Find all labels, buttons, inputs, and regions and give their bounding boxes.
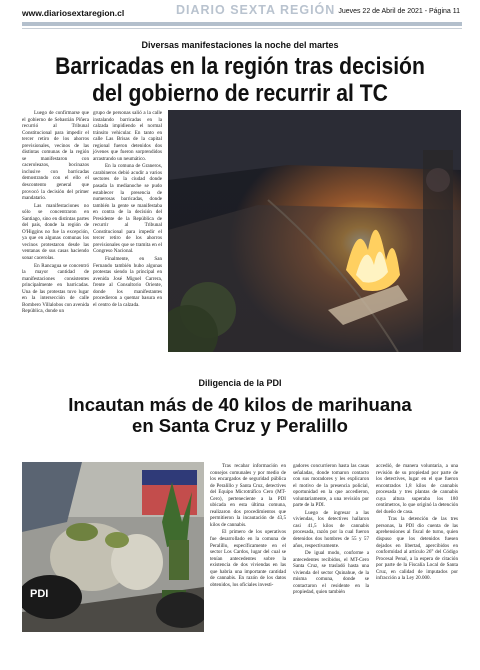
headline-line: en Santa Cruz y Peralillo [132,415,348,436]
newspaper-brand: DIARIO SEXTA REGIÓN [176,3,336,17]
masthead-rule [22,22,462,26]
article1-column-1 [22,110,89,316]
article2-column-2 [293,463,369,597]
article2-column-3 [376,463,458,583]
masthead-rule-thin [22,28,462,29]
seizure-illustration [22,462,204,632]
paragraph: accedió, de manera voluntaria, a una revisión de su propiedad por parte de los detectives, lugar en el que fueron encontrados 1,8 kilos de cannabis procesada y tres plantas de cannabis cuya altura superaba los 180 centímetros, lo que originó la detención del dueño de casa. [376,463,458,515]
paragraph: Tras la detención de las tres personas, la PDI dio cuenta de las aprehensiones al fiscal de turno, quien dispuso que los detenidos fuesen dejados en libertad, apercibidos en conformidad al artículo 26° del Código Procesal Penal, a la espera de citación por parte de la Fiscalía Local de Santa Cruz, en calidad de imputados por infracción a la Ley 20.000. [376,516,458,582]
headline-line: Barricadas en la región tras decisión [55,53,425,80]
paragraph: De igual modo, conforme a antecedentes recibidos, el MT-Cero Santa Cruz, se trasladó hasta una vivienda del sector Quinahue, de la misma comuna, donde se contactaron el residente en la propiedad, quien también [293,550,369,596]
paragraph: Las manifestaciones no sólo se concentraron en Santiago, sino en distintas partes del país, donde la región de O'Higgins no fue la excepción, ya que en algunas comunas los vecinos protestaron desde las ventanas de sus casas haciendo sonar cacerolas. [22,202,89,262]
article1-kicker: Diversas manifestaciones la noche del martes [141,40,339,50]
barricade-fire-illustration [168,110,461,352]
headline-line: Incautan más de 40 kilos de marihuana [68,394,412,415]
paragraph: grupo de personas salió a la calle instalando barricadas en la calzada impidiendo el normal tránsito vehicular. En tanto en calle Las Brisas de la capital regional fueron detenidos dos jóvenes que fueron sorprendidos arrastrando un neumático. [93,110,162,162]
paragraph: El primero de los operativos fue desarrollado en la comuna de Peralillo, específicamente en el sector Los Cardos, lugar del cual se tenían antecedentes sobre la existencia de dos viviendas en las que habría una importante cantidad de cannabis. En razón de los datos obtenidos, los oficiales investi- [210,529,286,588]
site-url[interactable]: www.diariosextaregion.cl [22,8,125,18]
paragraph: Luego de ingresar a las viviendas, los detectives hallaron casi 41,5 kilos de cannabis procesada, razón por la cual fueron detenidos dos hombres de 55 y 57 años, respectivamente. [293,509,369,549]
paragraph: Tras recabar información en consejos comunales y por medio de los encargados de seguridad pública de Peralillo y Santa Cruz, detectives del Equipo Microtráfico Cero (MT-Cero), perteneciente a la PDI ubicada en esta última comuna, realizaron dos procedimientos que permitieron la incautación de 43,5 kilos de cannabis. [210,463,286,528]
pdi-vest-text: PDI [30,588,49,600]
article1-column-2 [93,110,162,309]
masthead [0,0,480,30]
paragraph: gadores concurrieron hasta las casas señaladas, donde tomaron contacto con sus moradores y les explicaron el motivo de la presencia policial, oportunidad en la que accedieron, voluntariamente, a una revisión por parte de la PDI. [293,463,369,509]
paragraph: En Rancagua se concentró la mayor cantidad de manifestaciones consistentes principalmente en barricadas. Una de las protestas tuvo lugar en la intersección de calle Bombero Villalobos con avenida República, donde un [22,262,89,315]
paragraph: Finalmente, en San Fernando también hubo algunas protestas siendo la principal en avenida José Miguel Carrera, frente al Consultorio Oriente, donde los manifestantes procedieron a quemar basura en el centro de la calzada. [93,256,162,308]
article2-headline [20,394,460,436]
headline-line: del gobierno de recurrir al TC [92,80,388,107]
article2-column-1 [210,463,286,589]
paragraph: Luego de confirmarse que el gobierno de Sebastián Piñera recurrió al Tribunal Constitucional para impedir el tercer retiro de los ahorros previsionales, vecinos de las distintas comunas de la región se manifestaron con caceroleazos, bocinazos inclusive con barricadas demostrando con el ello el descontento general que provocó la decisión del primer mandatario. [22,110,89,202]
barricade-fire-photo [168,110,461,352]
article1-headline [41,53,439,107]
seized-marijuana-photo [22,462,204,632]
article2-kicker: Diligencia de la PDI [198,378,282,388]
paragraph: En la comuna de Graneros, carabineros debió acudir a varios sectores de la ciudad donde pasada la medianoche se pudo establecer la presencia de numerosas barricadas, donde también la gente se manifestaba en contra de la decisión del Presidente de la República de recurrir al Tribunal Constitucional para impedir el tercer retiro de los ahorros previsionales que se tramita en el Congreso Nacional. [93,163,162,255]
date-page: Jueves 22 de Abril de 2021 - Página 11 [338,8,460,15]
